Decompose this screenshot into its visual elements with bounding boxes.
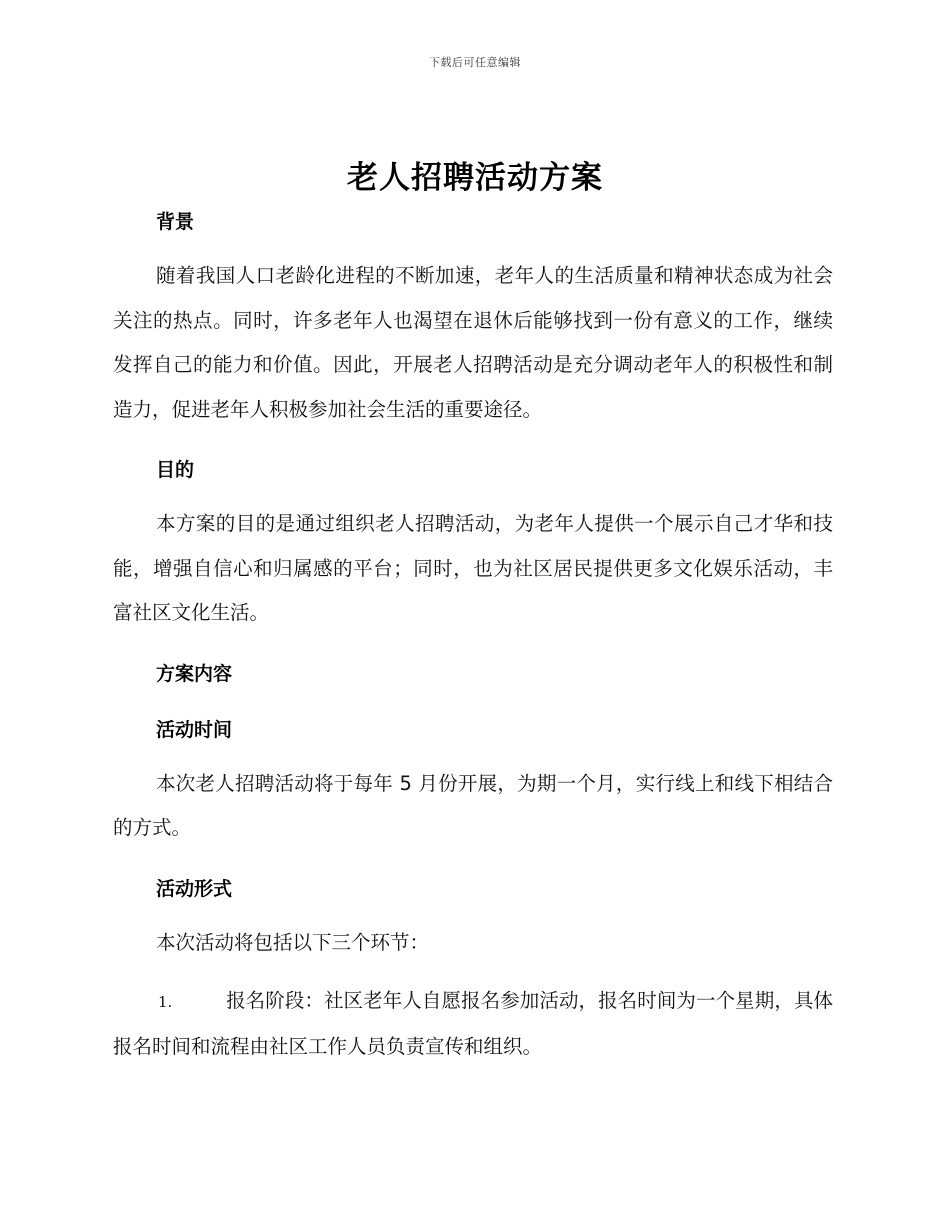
document-title: 老人招聘活动方案 [347, 160, 603, 196]
paragraph-time: 本次老人招聘活动将于每年 5 月份开展，为期一个月，实行线上和线下相结合的方式。 [113, 771, 833, 839]
heading-plan: 方案内容 [156, 662, 233, 685]
paragraph-purpose: 本方案的目的是通过组织老人招聘活动，为老年人提供一个展示自己才华和技能，增强自信心和归属感的平台；同时，也为社区居民提供更多文化娱乐活动，丰富社区文化生活。 [113, 512, 833, 624]
heading-form: 活动形式 [156, 877, 233, 900]
list-item [113, 979, 833, 1069]
paragraph-form-intro: 本次活动将包括以下三个环节： [156, 930, 430, 954]
document-body [113, 204, 833, 1069]
list-item-text: 报名阶段：社区老年人自愿报名参加活动，报名时间为一个星期，具体报名时间和流程由社区工作人员负责宣传和组织。 [113, 989, 833, 1058]
heading-time: 活动时间 [156, 718, 233, 741]
heading-background: 背景 [156, 211, 195, 233]
paragraph-background: 随着我国人口老龄化进程的不断加速，老年人的生活质量和精神状态成为社会关注的热点。同时，许多老年人也渴望在退休后能够找到一份有意义的工作，继续发挥自己的能力和价值。因此，开展老人招聘活动是充分调动老年人的积极性和制造力，促进老年人积极参加社会生活的重要途径。 [113, 264, 833, 421]
list-item-number: 1. [158, 993, 173, 1011]
header-note: 下载后可任意编辑 [429, 56, 521, 69]
heading-purpose: 目的 [156, 459, 195, 481]
